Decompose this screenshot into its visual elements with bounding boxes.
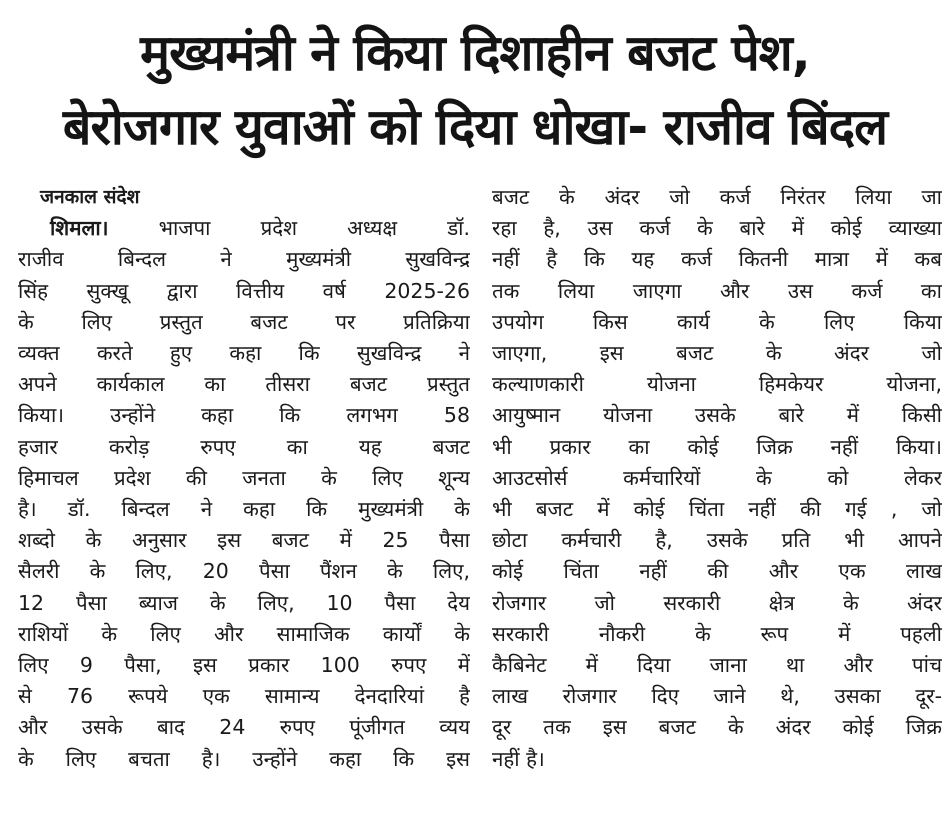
article-line: रोजगार जो सरकारी क्षेत्र के अंदर bbox=[492, 590, 942, 615]
article-line: से 76 रूपये एक सामान्य देनदारियां है bbox=[18, 684, 470, 709]
article-line: लिए 9 पैसा, इस प्रकार 100 रुपए में bbox=[18, 653, 470, 678]
source-credit: जनकाल संदेश bbox=[40, 186, 140, 208]
article-line: शब्दो के अनुसार इस बजट में 25 पैसा bbox=[18, 528, 470, 553]
article-line: व्यक्त करते हुए कहा कि सुखविन्द्र ने bbox=[18, 341, 470, 366]
dateline-place: शिमला। bbox=[50, 216, 109, 241]
article-line: नहीं है। bbox=[492, 746, 545, 771]
article-line: कल्याणकारी योजना हिमकेयर योजना, bbox=[492, 372, 942, 397]
headline bbox=[0, 16, 950, 164]
article-line: भी प्रकार का कोई जिक्र नहीं किया। bbox=[492, 434, 942, 459]
article-line: शिमला। भाजपा प्रदेश अध्यक्ष डॉ. bbox=[50, 216, 470, 241]
article-line: सरकारी नौकरी के रूप में पहली bbox=[492, 621, 942, 646]
article-line: है। डॉ. बिन्दल ने कहा कि मुख्यमंत्री के bbox=[18, 497, 470, 522]
article-line: किया। उन्होंने कहा कि लगभग 58 bbox=[18, 403, 470, 428]
headline-line-1: मुख्यमंत्री ने किया दिशाहीन बजट पेश, bbox=[140, 24, 810, 82]
article-line: बजट के अंदर जो कर्ज निरंतर लिया जा bbox=[492, 185, 942, 209]
article-line: आयुष्मान योजना उसके बारे में किसी bbox=[492, 403, 942, 428]
article-line: तक लिया जाएगा और उस कर्ज का bbox=[492, 278, 942, 303]
article-line: आउटसोर्स कर्मचारियों के को लेकर bbox=[492, 465, 942, 490]
article-column-right bbox=[492, 182, 942, 775]
article-line: और उसके बाद 24 रुपए पूंजीगत व्यय bbox=[18, 715, 470, 740]
article-line: रहा है, उस कर्ज के बारे में कोई व्याख्या bbox=[492, 216, 942, 241]
article-line: भी बजट में कोई चिंता नहीं की गई , जो bbox=[492, 497, 942, 522]
article-line: लाख रोजगार दिए जाने थे, उसका दूर- bbox=[492, 684, 942, 709]
article-line: सैलरी के लिए, 20 पैसा पैंशन के लिए, bbox=[18, 559, 470, 584]
article-line: 12 पैसा ब्याज के लिए, 10 पैसा देय bbox=[18, 590, 470, 615]
article-line: कोई चिंता नहीं की और एक लाख bbox=[492, 559, 942, 584]
article-line: नहीं है कि यह कर्ज कितनी मात्रा में कब bbox=[492, 247, 942, 272]
article-line: छोटा कर्मचारी है, उसके प्रति भी आपने bbox=[492, 528, 942, 553]
article-line: के लिए बचता है। उन्होंने कहा कि इस bbox=[18, 746, 470, 771]
article-line: हिमाचल प्रदेश की जनता के लिए शून्य bbox=[18, 465, 470, 490]
article-line: अपने कार्यकाल का तीसरा बजट प्रस्तुत bbox=[18, 372, 470, 397]
article-line: दूर तक इस बजट के अंदर कोई जिक्र bbox=[492, 715, 942, 740]
headline-line-2: बेरोजगार युवाओं को दिया धोखा- राजीव बिंदल bbox=[62, 98, 888, 156]
article-line: हजार करोड़ रुपए का यह बजट bbox=[18, 434, 470, 459]
article-line: जाएगा, इस बजट के अंदर जो bbox=[492, 341, 942, 366]
article-line: के लिए प्रस्तुत बजट पर प्रतिक्रिया bbox=[18, 309, 470, 334]
article-line: सिंह सुक्खू द्वारा वित्तीय वर्ष 2025-26 bbox=[18, 278, 470, 303]
article-line: उपयोग किस कार्य के लिए किया bbox=[492, 309, 942, 334]
article-line: राजीव बिन्दल ने मुख्यमंत्री सुखविन्द्र bbox=[18, 247, 470, 272]
article-column-left bbox=[18, 182, 470, 775]
article-line: कैबिनेट में दिया जाना था और पांच bbox=[492, 653, 942, 678]
article-line: राशियों के लिए और सामाजिक कार्यों के bbox=[18, 621, 470, 646]
